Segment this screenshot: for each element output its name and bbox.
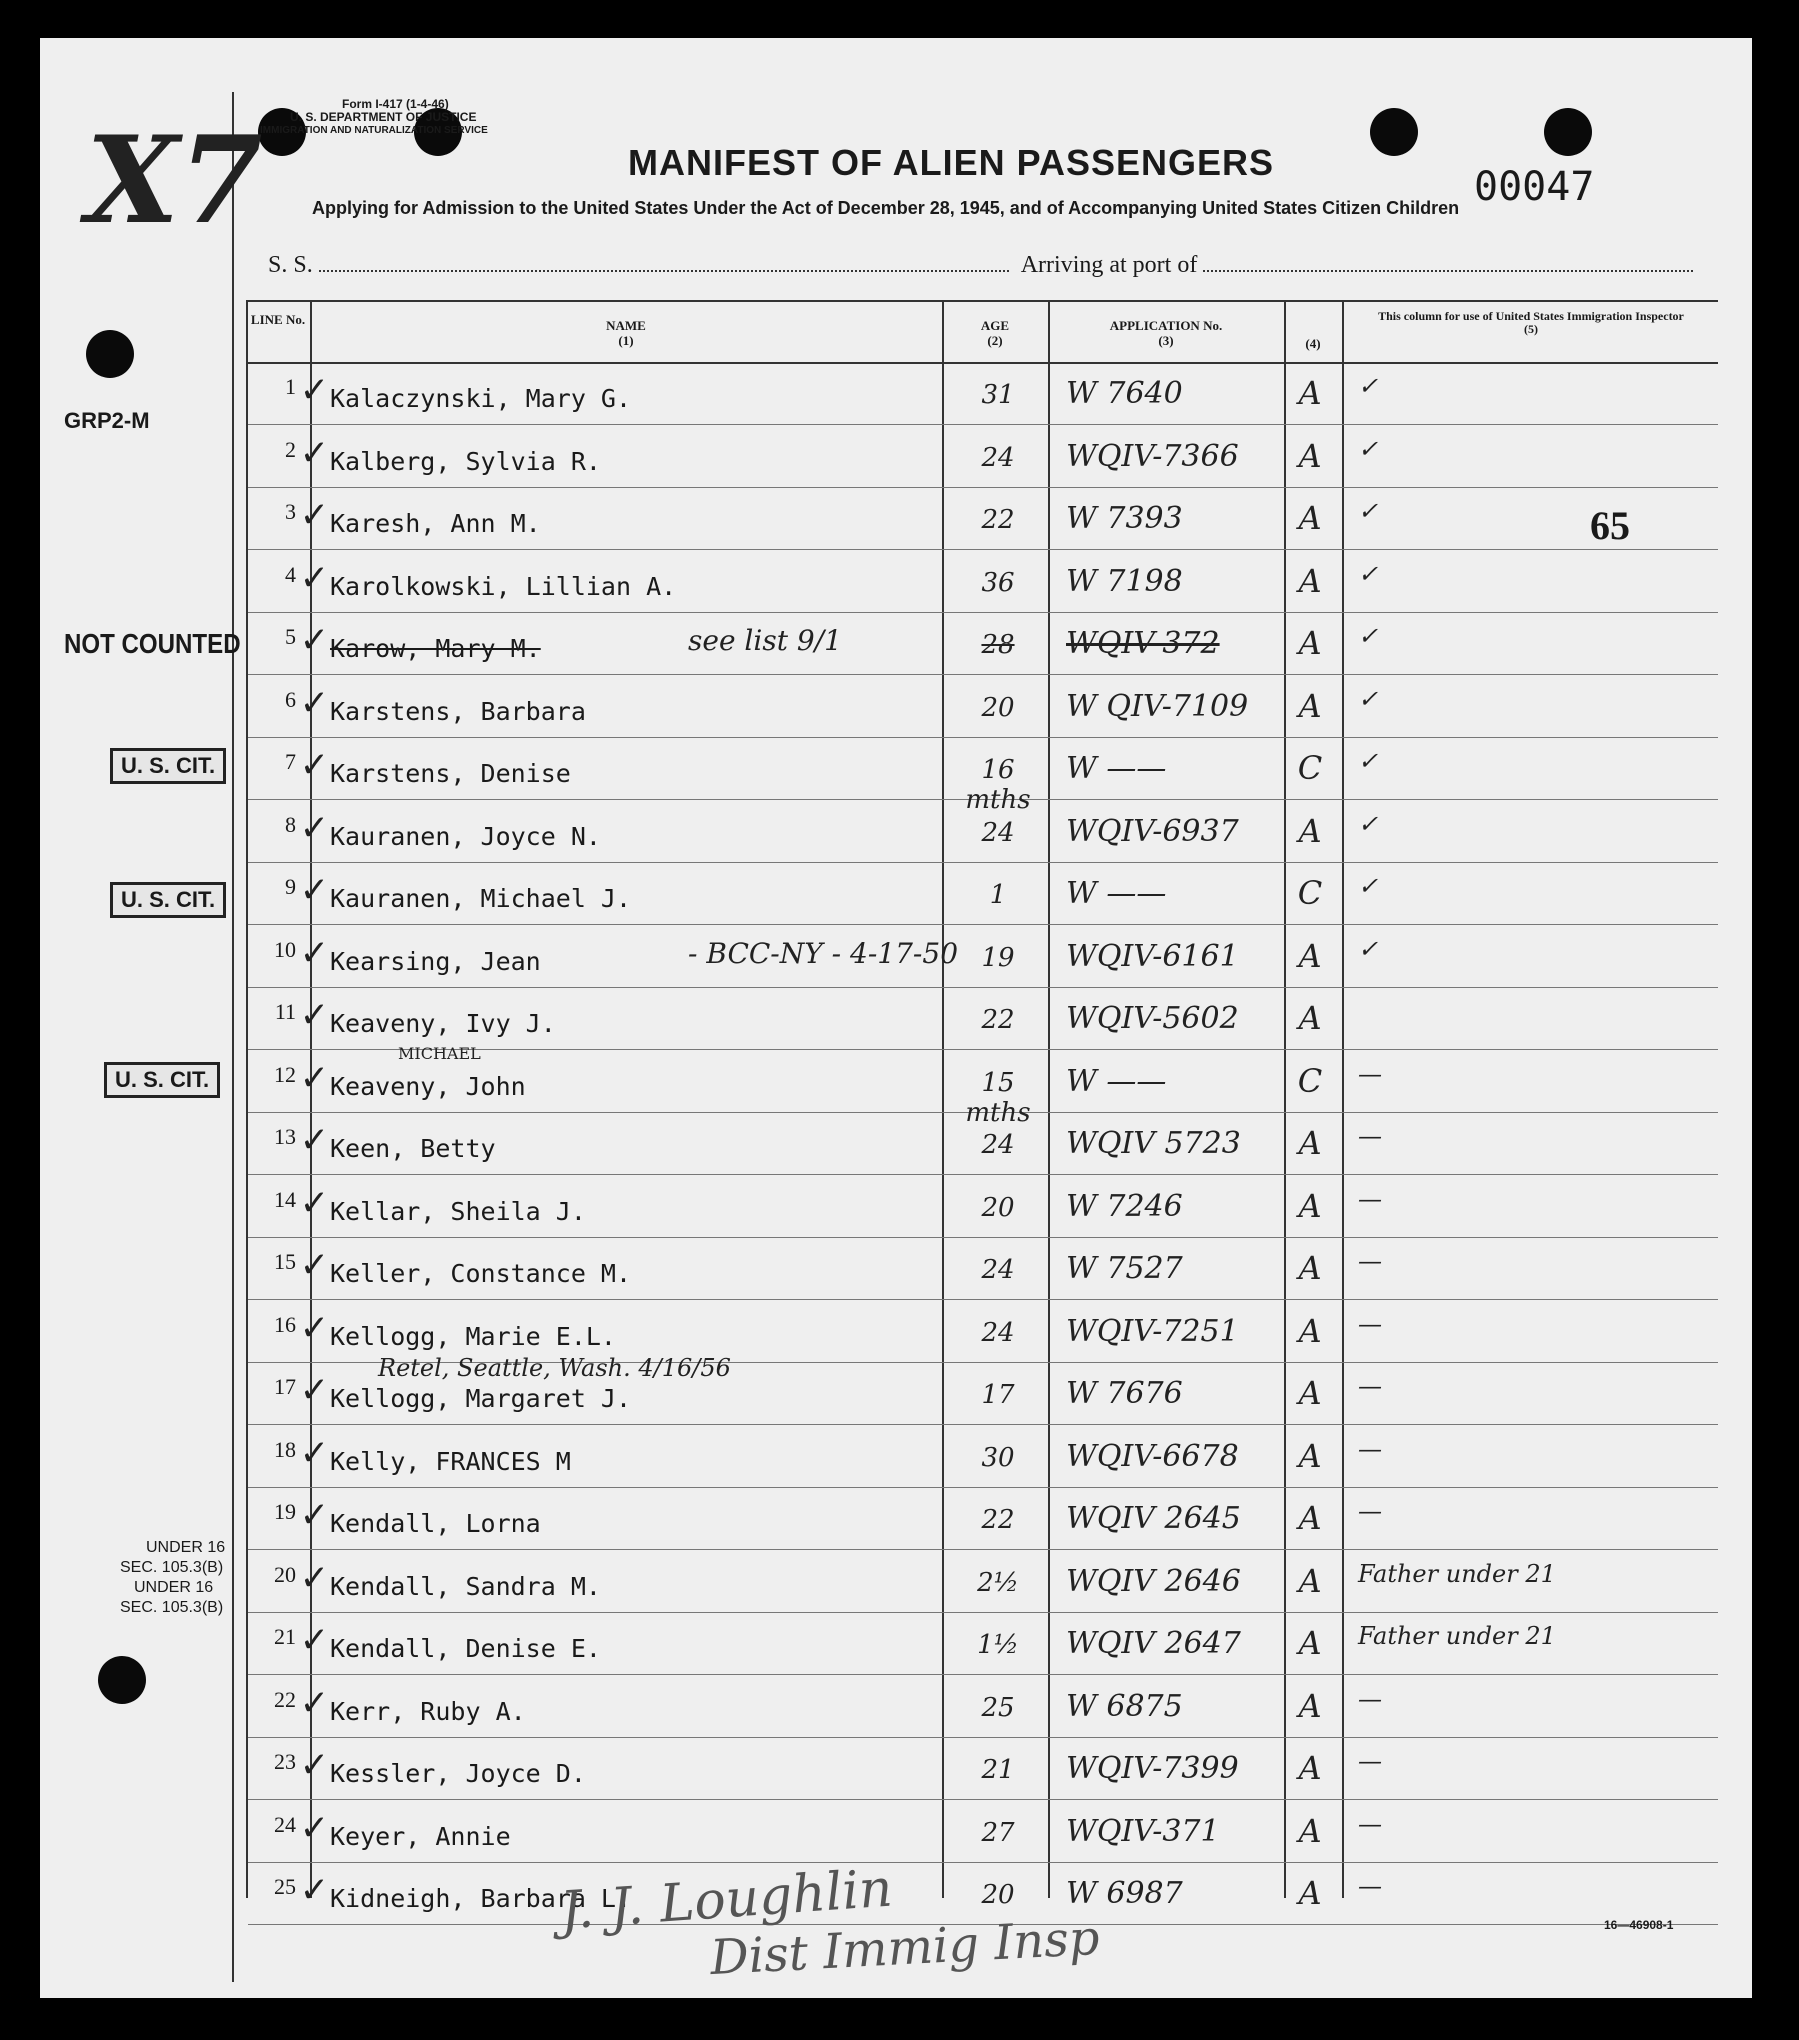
application-number: W 7676 — [1066, 1376, 1183, 1411]
class-code: A — [1298, 1686, 1322, 1725]
check-mark-icon: ✓ — [302, 428, 327, 475]
passenger-age: 25 — [981, 1692, 1015, 1723]
line-number: 24 — [274, 1811, 296, 1837]
passenger-age: 17 — [981, 1380, 1015, 1410]
inspector-mark: ✓ — [1358, 372, 1379, 400]
application-number: W 6987 — [1066, 1876, 1183, 1911]
line-number: 17 — [274, 1374, 296, 1399]
passenger-age: 22 — [981, 1005, 1015, 1035]
punch-hole — [98, 1656, 146, 1704]
punch-hole — [86, 330, 134, 378]
port-label: Arriving at port of — [1020, 252, 1198, 278]
check-mark-icon: ✓ — [302, 1303, 327, 1350]
passenger-age: 1 — [989, 880, 1007, 910]
application-number: WQIV 2647 — [1066, 1626, 1241, 1661]
passenger-name: Kauranen, Joyce N. — [330, 821, 601, 851]
table-row — [248, 1237, 1718, 1300]
group-label: GRP2-M — [64, 408, 150, 433]
passenger-age: 16 mths — [965, 755, 1031, 815]
line-number: 6 — [285, 686, 296, 712]
application-number: W —— — [1066, 751, 1167, 786]
table-row — [248, 925, 1718, 988]
table-row — [248, 1737, 1718, 1800]
dept-name: U. S. DEPARTMENT OF JUSTICE — [290, 110, 477, 124]
col-header-app-num: (3) — [1158, 333, 1174, 348]
inspector-mark: — — [1358, 1684, 1382, 1713]
signature-title: Dist Immig Insp — [708, 1909, 1101, 1987]
application-number: W —— — [1066, 1063, 1167, 1099]
class-code: A — [1298, 1311, 1322, 1350]
passenger-age: 24 — [981, 1130, 1015, 1160]
check-mark-icon: ✓ — [302, 616, 327, 662]
check-mark-icon: ✓ — [302, 866, 327, 912]
class-code: A — [1298, 374, 1322, 412]
passenger-name: Kidneigh, Barbara L. — [330, 1884, 632, 1913]
inspector-mark: ✓ — [1358, 497, 1379, 525]
us-citizen-stamp: U. S. CIT. — [104, 1062, 220, 1098]
passenger-age: 20 — [981, 692, 1015, 723]
col-header-inspector-label: This column for use of United States Immigration Inspector — [1378, 309, 1684, 323]
line-number: 8 — [285, 811, 296, 837]
check-mark-icon: ✓ — [302, 1116, 327, 1162]
class-code: A — [1298, 1561, 1322, 1600]
col-header-age-label: AGE — [980, 318, 1010, 333]
application-number: WQIV-372 — [1066, 626, 1220, 661]
passenger-name: Karesh, Ann M. — [330, 509, 541, 538]
serial-number: 00047 — [1474, 164, 1595, 210]
passenger-name: Karstens, Barbara — [330, 696, 586, 726]
form-code: 16—46908-1 — [1604, 1918, 1674, 1932]
punch-hole — [1370, 108, 1418, 156]
inspector-mark: Father under 21 — [1358, 1622, 1556, 1650]
passenger-age: 24 — [981, 1317, 1015, 1348]
inspector-mark: ✓ — [1358, 872, 1379, 900]
table-row — [248, 425, 1718, 488]
line-number: 13 — [274, 1124, 296, 1149]
check-mark-icon: ✓ — [302, 1866, 327, 1912]
inspector-mark: ✓ — [1358, 559, 1379, 588]
line-number: 21 — [274, 1624, 296, 1649]
passenger-age: 2½ — [977, 1567, 1019, 1598]
table-row — [248, 1550, 1718, 1613]
inspector-mark: — — [1358, 1747, 1382, 1775]
table-row — [248, 550, 1718, 613]
passenger-name: Kendall, Sandra M. — [330, 1571, 601, 1601]
check-mark-icon: ✓ — [302, 1803, 327, 1850]
application-number: WQIV-7399 — [1066, 1751, 1239, 1786]
class-code: A — [1298, 1499, 1322, 1537]
line-number: 23 — [274, 1749, 296, 1774]
class-code: A — [1298, 1436, 1322, 1475]
count-total: 65 — [1590, 503, 1630, 548]
line-number: 3 — [285, 499, 296, 524]
table-row — [248, 1612, 1718, 1675]
handwritten-note: - BCC-NY - 4-17-50 — [688, 936, 959, 970]
class-code: A — [1298, 999, 1322, 1037]
class-code: A — [1298, 1749, 1322, 1787]
check-mark-icon: ✓ — [302, 366, 327, 412]
line-number: 18 — [274, 1436, 296, 1462]
ss-label: S. S. — [268, 252, 313, 278]
passenger-age: 24 — [981, 442, 1015, 473]
passenger-age: 36 — [981, 567, 1015, 598]
passenger-name: Karow, Mary M. — [330, 634, 541, 663]
check-mark-icon: ✓ — [302, 991, 327, 1037]
class-code: A — [1298, 624, 1322, 662]
table-row — [248, 612, 1718, 675]
application-number: WQIV-6937 — [1066, 813, 1239, 849]
us-citizen-stamp: U. S. CIT. — [110, 748, 226, 784]
passenger-age: 24 — [981, 1255, 1015, 1285]
table-row — [248, 1425, 1718, 1488]
table-row — [248, 737, 1718, 815]
line-number: 5 — [285, 624, 296, 649]
application-number: W 7246 — [1066, 1188, 1183, 1224]
class-code: A — [1298, 499, 1322, 537]
check-mark-icon: ✓ — [302, 491, 327, 537]
passenger-name: Kellogg, Margaret J. — [330, 1384, 632, 1413]
table-row — [248, 800, 1718, 863]
passenger-age: 28 — [981, 630, 1015, 660]
check-mark-icon: ✓ — [302, 1366, 327, 1412]
inspector-mark: — — [1358, 1122, 1382, 1150]
application-number: WQIV-6678 — [1066, 1438, 1239, 1474]
application-number: W 7393 — [1066, 501, 1183, 536]
sec-label: SEC. 105.3(B) — [120, 1599, 224, 1616]
table-row — [248, 1175, 1718, 1238]
col-header-line: LINE No. — [250, 312, 306, 327]
under16-label: UNDER 16 — [146, 1539, 226, 1556]
application-number: WQIV 2645 — [1066, 1501, 1241, 1536]
passenger-name: Keaveny, John — [330, 1071, 526, 1101]
col-header-name-label: NAME — [606, 318, 646, 333]
check-mark-icon: ✓ — [302, 928, 327, 975]
table-row — [248, 675, 1718, 738]
application-number: W —— — [1066, 876, 1167, 911]
class-code: A — [1298, 1186, 1322, 1225]
col-header-app-label: APPLICATION No. — [1109, 318, 1223, 333]
passenger-age: 20 — [981, 1192, 1015, 1223]
col-header-name — [312, 318, 940, 348]
passenger-name: Kellogg, Marie E.L. — [330, 1321, 616, 1351]
class-code: A — [1298, 1811, 1322, 1850]
table-row — [248, 1043, 1718, 1128]
inspector-mark: Father under 21 — [1358, 1559, 1556, 1588]
class-code: A — [1298, 811, 1322, 850]
sec-label: SEC. 105.3(B) — [120, 1559, 224, 1576]
punch-hole — [1544, 108, 1592, 156]
inspector-mark: — — [1358, 1872, 1382, 1900]
check-mark-icon: ✓ — [302, 678, 327, 725]
passenger-age: 24 — [981, 817, 1015, 848]
under16-note — [120, 1538, 225, 1618]
col-header-age-num: (2) — [987, 333, 1003, 348]
application-number: W QIV-7109 — [1066, 688, 1249, 724]
inspector-mark: ✓ — [1358, 622, 1379, 650]
line-number: 19 — [274, 1499, 296, 1524]
line-number: 25 — [274, 1874, 296, 1899]
class-code: A — [1298, 1249, 1322, 1287]
line-number: 2 — [285, 436, 296, 462]
class-code: A — [1298, 686, 1322, 725]
ss-field[interactable] — [319, 270, 1009, 272]
line-number: 4 — [285, 561, 296, 587]
line-number: 9 — [285, 874, 296, 899]
handwritten-note: Retel, Seattle, Wash. 4/16/56 — [378, 1354, 731, 1382]
check-mark-icon: ✓ — [302, 1491, 327, 1537]
check-mark-icon: ✓ — [302, 1678, 327, 1725]
inspector-mark: — — [1358, 1059, 1382, 1088]
passenger-age: 15 mths — [965, 1067, 1031, 1128]
class-code: A — [1298, 1624, 1322, 1662]
table-row — [248, 1675, 1718, 1738]
passenger-name: Kelly, FRANCES M — [330, 1446, 571, 1476]
inspector-mark: — — [1358, 1434, 1382, 1463]
passenger-name: Kendall, Denise E. — [330, 1634, 601, 1663]
passenger-name: Kessler, Joyce D. — [330, 1759, 586, 1788]
table-row — [248, 487, 1718, 550]
signature-name: J. J. Loughlin — [558, 1858, 895, 1942]
table-row — [248, 1354, 1718, 1425]
form-header — [260, 98, 620, 137]
handwritten-note: MICHAEL — [398, 1043, 481, 1063]
inspector-mark: ✓ — [1358, 809, 1379, 838]
passenger-name: Karolkowski, Lillian A. — [330, 571, 677, 601]
ss-line — [268, 252, 1693, 279]
corner-mark: X7 — [86, 110, 263, 251]
passenger-age: 31 — [981, 380, 1015, 410]
class-code: A — [1298, 1374, 1322, 1412]
passenger-name: Kearsing, Jean — [330, 946, 541, 976]
page-title: MANIFEST OF ALIEN PASSENGERS — [628, 142, 1275, 183]
passenger-name: Keller, Constance M. — [330, 1259, 632, 1288]
col-header-name-num: (1) — [618, 333, 634, 348]
class-code: A — [1298, 936, 1322, 975]
table-row — [248, 862, 1718, 925]
inspector-mark: ✓ — [1358, 684, 1379, 713]
table-row — [248, 987, 1718, 1050]
passenger-age: 22 — [981, 1505, 1015, 1535]
passenger-age: 20 — [981, 1880, 1015, 1910]
passenger-age: 19 — [981, 942, 1015, 973]
inspector-mark: — — [1358, 1184, 1382, 1213]
check-mark-icon: ✓ — [302, 1741, 327, 1787]
application-number: WQIV 2646 — [1066, 1563, 1241, 1599]
check-mark-icon: ✓ — [302, 553, 327, 600]
table-row — [248, 1112, 1718, 1175]
table-row — [248, 1800, 1718, 1863]
margin-rule — [232, 92, 234, 1982]
under16-label: UNDER 16 — [134, 1579, 214, 1596]
check-mark-icon: ✓ — [302, 1053, 327, 1100]
class-code: C — [1297, 749, 1323, 787]
passenger-age: 27 — [981, 1817, 1015, 1848]
class-code: C — [1297, 1061, 1323, 1100]
col-header-age — [944, 318, 1046, 348]
table-top-rule — [246, 300, 1718, 302]
line-number: 20 — [274, 1561, 296, 1587]
passenger-name: Keaveny, Ivy J. — [330, 1009, 556, 1038]
passenger-name: Kendall, Lorna — [330, 1509, 541, 1538]
passenger-name: Karstens, Denise — [330, 759, 571, 788]
application-number: W 6875 — [1066, 1688, 1183, 1724]
inspector-mark: — — [1358, 1497, 1382, 1525]
class-code: A — [1298, 1124, 1322, 1162]
inspector-mark: — — [1358, 1372, 1382, 1400]
application-number: WQIV-5602 — [1066, 1001, 1239, 1036]
application-number: W 7198 — [1066, 563, 1183, 599]
col-header-app — [1050, 318, 1282, 348]
check-mark-icon: ✓ — [302, 1616, 327, 1662]
passenger-age: 1½ — [977, 1630, 1019, 1660]
class-code: A — [1298, 561, 1322, 600]
passenger-age: 21 — [981, 1755, 1015, 1785]
application-number: WQIV 5723 — [1066, 1126, 1241, 1161]
class-code: C — [1297, 874, 1323, 912]
passenger-name: Keyer, Annie — [330, 1821, 511, 1851]
inspector-mark: — — [1358, 1309, 1382, 1338]
application-number: WQIV-7366 — [1066, 438, 1239, 474]
passenger-name: Kalaczynski, Mary G. — [330, 384, 632, 413]
application-number: WQIV-6161 — [1066, 938, 1239, 974]
table-row — [248, 362, 1718, 425]
col-header-inspector — [1346, 310, 1716, 336]
service-name: IMMIGRATION AND NATURALIZATION SERVICE — [260, 125, 488, 136]
inspector-mark: — — [1358, 1247, 1382, 1275]
check-mark-icon: ✓ — [302, 803, 327, 850]
port-field[interactable] — [1203, 270, 1693, 272]
line-number: 14 — [274, 1186, 296, 1212]
check-mark-icon: ✓ — [302, 741, 327, 787]
check-mark-icon: ✓ — [302, 1178, 327, 1225]
passenger-name: Kerr, Ruby A. — [330, 1696, 526, 1726]
passenger-name: Kalberg, Sylvia R. — [330, 446, 601, 476]
line-number: 22 — [274, 1686, 296, 1712]
line-number: 10 — [274, 936, 296, 962]
col-header-4: (4) — [1305, 336, 1321, 351]
table-row — [248, 1487, 1718, 1550]
page-subtitle: Applying for Admission to the United States Under the Act of December 28, 1945, and of Accompanying United States Citizen Children — [312, 198, 1460, 218]
application-number: WQIV-371 — [1066, 1813, 1220, 1849]
passenger-name: Kellar, Sheila J. — [330, 1196, 586, 1226]
class-code: A — [1298, 1874, 1322, 1912]
class-code: A — [1298, 436, 1322, 475]
inspector-mark: — — [1358, 1809, 1382, 1838]
application-number: W 7640 — [1066, 376, 1183, 411]
check-mark-icon: ✓ — [302, 1553, 327, 1600]
check-mark-icon: ✓ — [302, 1428, 327, 1475]
line-number: 15 — [274, 1249, 296, 1274]
inspector-mark: ✓ — [1358, 934, 1379, 963]
us-citizen-stamp: U. S. CIT. — [110, 882, 226, 918]
passenger-name: Kauranen, Michael J. — [330, 884, 632, 913]
col-header-inspector-num: (5) — [1524, 322, 1538, 336]
form-number: Form I-417 (1-4-46) — [342, 97, 449, 111]
application-number: W 7527 — [1066, 1251, 1183, 1286]
line-number: 1 — [285, 374, 296, 399]
check-mark-icon: ✓ — [302, 1241, 327, 1287]
inspector-mark: ✓ — [1358, 747, 1379, 775]
line-number: 11 — [274, 999, 296, 1024]
passenger-age: 30 — [981, 1442, 1015, 1473]
line-number: 12 — [274, 1061, 296, 1087]
passenger-age: 22 — [981, 505, 1015, 535]
not-counted-stamp: NOT COUNTED — [64, 628, 241, 659]
passenger-name: Keen, Betty — [330, 1134, 496, 1163]
line-number: 16 — [274, 1311, 296, 1337]
handwritten-note: see list 9/1 — [688, 624, 842, 657]
line-number: 7 — [285, 749, 296, 774]
inspector-mark: ✓ — [1358, 434, 1379, 463]
application-number: WQIV-7251 — [1066, 1313, 1239, 1349]
